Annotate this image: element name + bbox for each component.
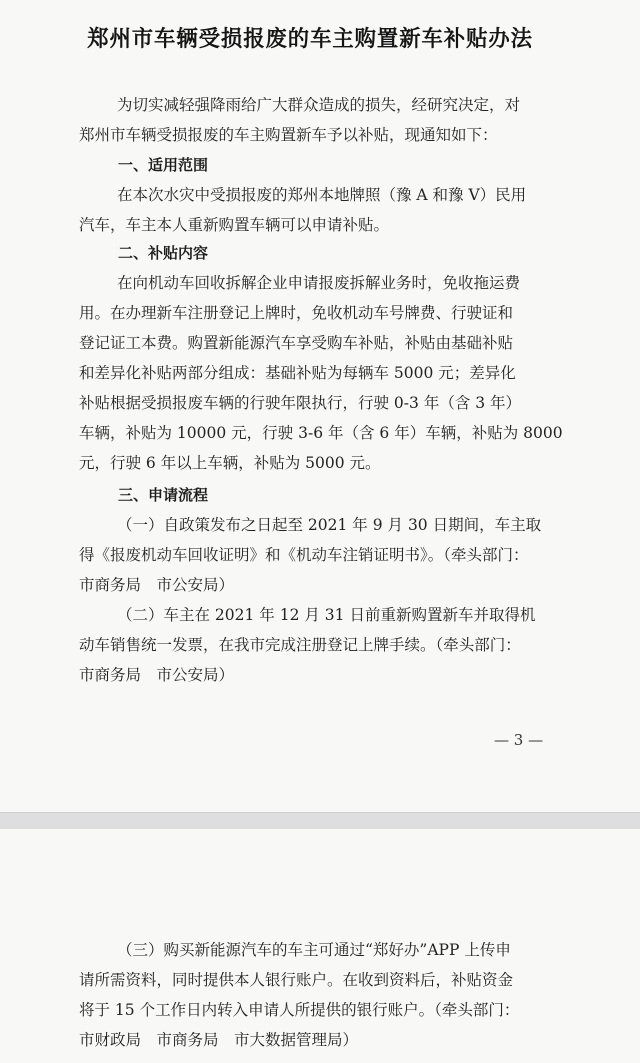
scope-line: 在本次水灾中受损报废的郑州本地牌照（豫 A 和豫 V）民用: [117, 186, 527, 204]
process-item-2-line: （二）车主在 2021 年 12 月 31 日前重新购置新车并取得机: [117, 606, 536, 624]
scope-line: 汽车，车主本人重新购置车辆可以申请补贴。: [79, 216, 390, 234]
subsidy-line: 元，行驶 6 年以上车辆，补贴为 5000 元。: [79, 454, 381, 472]
process-item-1-line: 得《报废机动车回收证明》和《机动车注销证明书》。（牵头部门：: [79, 546, 529, 564]
document-title: 郑州市车辆受损报废的车主购置新车补贴办法: [87, 26, 533, 52]
process-item-3-line: 将于 15 个工作日内转入申请人所提供的银行账户。（牵头部门：: [79, 1001, 520, 1019]
subsidy-line: 和差异化补贴两部分组成：基础补贴为每辆车 5000 元；差异化: [79, 364, 516, 382]
subsidy-line: 补贴根据受损报废车辆的行驶年限执行，行驶 0-3 年（含 3 年）: [79, 394, 522, 412]
page-separator: [0, 812, 640, 830]
section-heading-process: 三、申请流程: [118, 486, 209, 504]
section-heading-subsidy: 二、补贴内容: [118, 244, 209, 262]
intro-line: 郑州市车辆受损报废的车主购置新车予以补贴，现通知如下：: [79, 126, 498, 144]
process-item-3-line: 请所需资料，同时提供本人银行账户。在收到资料后，补贴资金: [79, 971, 514, 989]
process-item-3-line: （三）购买新能源汽车的车主可通过“郑好办”APP 上传申: [117, 941, 511, 959]
subsidy-line: 在向机动车回收拆解企业申请报废拆解业务时，免收拖运费: [117, 274, 521, 292]
process-item-2-line: 市商务局 市公安局）: [79, 666, 235, 684]
section-heading-scope: 一、适用范围: [118, 156, 209, 174]
process-item-1-line: （一）自政策发布之日起至 2021 年 9 月 30 日期间，车主取: [117, 516, 542, 534]
process-item-3-line: 市财政局 市商务局 市大数据管理局）: [79, 1031, 359, 1049]
intro-line: 为切实减轻强降雨给广大群众造成的损失，经研究决定，对: [117, 96, 521, 114]
subsidy-line: 用。在办理新车注册登记上牌时，免收机动车号牌费、行驶证和: [79, 304, 514, 322]
process-item-2-line: 动车销售统一发票，在我市完成注册登记上牌手续。（牵头部门：: [79, 636, 521, 654]
page-number: — 3 —: [494, 731, 544, 749]
document-page-2: [0, 829, 640, 1063]
subsidy-line: 登记证工本费。购置新能源汽车享受购车补贴，补贴由基础补贴: [79, 334, 514, 352]
subsidy-line: 车辆，补贴为 10000 元，行驶 3-6 年（含 6 年）车辆，补贴为 8000: [79, 424, 563, 442]
process-item-1-line: 市商务局 市公安局）: [79, 576, 235, 594]
